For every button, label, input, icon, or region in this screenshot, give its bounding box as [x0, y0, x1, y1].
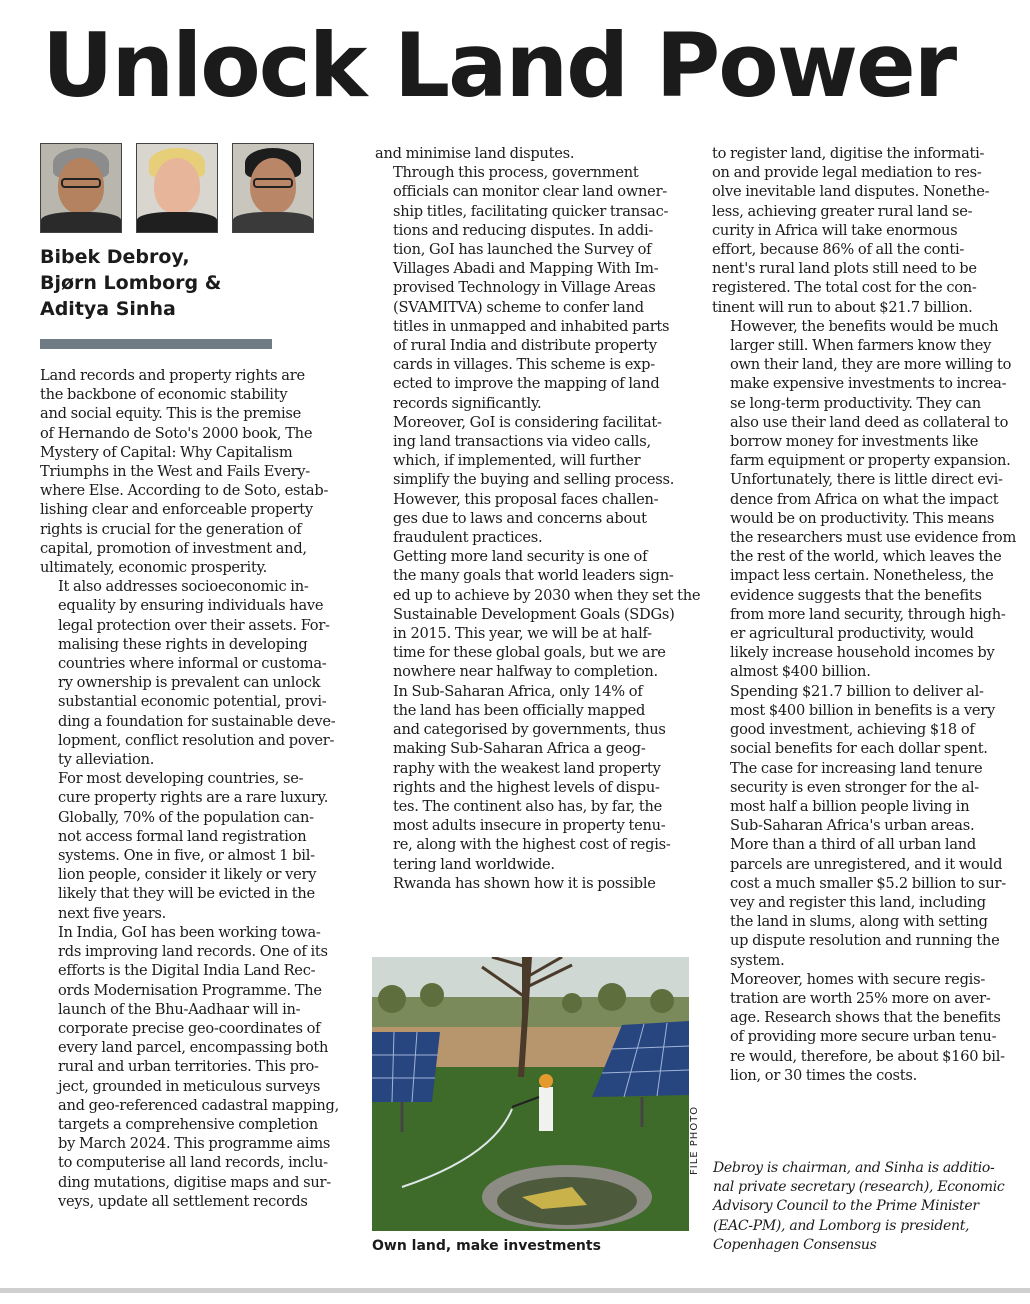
- paragraph: [375, 547, 701, 681]
- text-line: Sustainable Development Goals (SDGs): [393, 605, 675, 623]
- text-line: tion, GoI has launched the Survey of: [393, 241, 652, 259]
- text-line: nowhere near halfway to completion.: [393, 663, 658, 681]
- bio-line: Debroy is chairman, and Sinha is additio-: [713, 1160, 995, 1176]
- byline-rule: [40, 339, 272, 349]
- author-name: Aditya Sinha: [40, 298, 176, 320]
- text-line: However, this proposal faces challen-: [393, 490, 659, 508]
- text-line: rights is crucial for the generation of: [40, 520, 302, 538]
- text-line: fraudulent practices.: [393, 529, 543, 547]
- text-line: ected to improve the mapping of land: [393, 375, 660, 393]
- text-line: almost $400 billion.: [730, 663, 871, 681]
- text-line: next five years.: [58, 904, 167, 922]
- paragraph: [375, 163, 695, 413]
- text-line: targets a comprehensive completion: [58, 1115, 318, 1133]
- text-line: veys, update all settlement records: [58, 1192, 308, 1210]
- paragraph: [375, 682, 695, 874]
- text-line: tinent will run to about $21.7 billion.: [712, 298, 973, 316]
- bio-line: Copenhagen Consensus: [713, 1236, 877, 1253]
- text-line: corporate precise geo-coordinates of: [58, 1019, 321, 1037]
- text-line: by March 2024. This programme aims: [58, 1135, 331, 1153]
- paragraph: [40, 923, 370, 1211]
- author-photo-aditya-sinha: [232, 143, 314, 233]
- text-line: registered. The total cost for the con-: [712, 279, 977, 297]
- text-line: ing land transactions via video calls,: [393, 433, 651, 451]
- photo-credit: FILE PHOTO: [689, 1105, 700, 1175]
- paragraph: [712, 970, 1030, 1085]
- author-byline: [40, 244, 280, 322]
- text-line: Mystery of Capital: Why Capitalism: [40, 443, 293, 461]
- text-line: tions and reducing disputes. In addi-: [393, 221, 654, 239]
- text-line: provised Technology in Village Areas: [393, 279, 656, 297]
- text-line: security is even stronger for the al-: [730, 778, 979, 796]
- text-line: Moreover, GoI is considering facilitat-: [393, 413, 662, 431]
- text-line: cost a much smaller $5.2 billion to sur-: [730, 874, 1006, 892]
- text-line: The case for increasing land tenure: [730, 759, 983, 777]
- text-line: and social equity. This is the premise: [40, 405, 302, 423]
- text-line: likely that they will be evicted in the: [58, 885, 315, 903]
- text-line: social benefits for each dollar spent.: [730, 740, 988, 758]
- text-line: would be on productivity. This means: [730, 509, 995, 527]
- text-line: of Hernando de Soto's 2000 book, The: [40, 424, 313, 442]
- text-line: rural and urban territories. This pro-: [58, 1058, 319, 1076]
- text-line: effort, because 86% of all the conti-: [712, 241, 965, 259]
- text-line: ed up to achieve by 2030 when they set the: [393, 586, 701, 604]
- text-line: dence from Africa on what the impact: [730, 490, 999, 508]
- text-line: capital, promotion of investment and,: [40, 539, 307, 557]
- paragraph: [712, 759, 1030, 970]
- text-line: ges due to laws and concerns about: [393, 509, 647, 527]
- bio-line: (EAC-PM), and Lomborg is president,: [713, 1217, 970, 1234]
- article-column-2: [375, 144, 701, 893]
- text-line: titles in unmapped and inhabited parts: [393, 317, 670, 335]
- text-line: vey and register this land, including: [730, 893, 986, 911]
- text-line: the land has been officially mapped: [393, 701, 646, 719]
- text-line: up dispute resolution and running the: [730, 932, 1000, 950]
- bio-line: Advisory Council to the Prime Minister: [713, 1198, 979, 1215]
- text-line: from more land security, through high-: [730, 605, 1006, 623]
- text-line: in 2015. This year, we will be at half-: [393, 625, 652, 643]
- paragraph: [40, 769, 370, 923]
- text-line: most half a billion people living in: [730, 797, 970, 815]
- text-line: and geo-referenced cadastral mapping,: [58, 1096, 340, 1114]
- text-line: efforts is the Digital India Land Rec-: [58, 962, 316, 980]
- text-line: lishing clear and enforceable property: [40, 501, 313, 519]
- author-name: Bjørn Lomborg &: [40, 272, 222, 294]
- text-line: of rural India and distribute property: [393, 337, 657, 355]
- text-line: to register land, digitise the informati-: [712, 145, 985, 162]
- article-column-1: [40, 366, 370, 1211]
- text-line: Through this process, government: [393, 164, 639, 182]
- text-line: lion, or 30 times the costs.: [730, 1066, 918, 1084]
- text-line: the backbone of economic stability: [40, 386, 288, 404]
- text-line: most adults insecure in property tenu-: [393, 817, 666, 835]
- text-line: parcels are unregistered, and it would: [730, 855, 1003, 873]
- paragraph: [712, 317, 1030, 471]
- text-line: where Else. According to de Soto, estab-: [40, 482, 329, 500]
- text-line: of providing more secure urban tenu-: [730, 1028, 997, 1046]
- text-line: re, along with the highest cost of regis-: [393, 836, 671, 854]
- text-line: er agricultural productivity, would: [730, 625, 974, 643]
- text-line: More than a third of all urban land: [730, 836, 977, 854]
- text-line: larger still. When farmers know they: [730, 337, 992, 355]
- paragraph: [375, 874, 695, 893]
- text-line: tration are worth 25% more on aver-: [730, 989, 991, 1007]
- text-line: officials can monitor clear land owner-: [393, 183, 667, 201]
- text-line: In India, GoI has been working towa-: [58, 923, 321, 941]
- text-line: nent's rural land plots still need to be: [712, 260, 977, 278]
- text-line: Globally, 70% of the population can-: [58, 808, 314, 826]
- text-line: likely increase household incomes by: [730, 644, 995, 662]
- text-line: re would, therefore, be about $160 bil-: [730, 1047, 1005, 1065]
- text-line: launch of the Bhu-Aadhaar will in-: [58, 1000, 301, 1018]
- author-bio: [713, 1159, 1030, 1255]
- bio-line: nal private secretary (research), Economic: [713, 1179, 1005, 1196]
- author-photo-bjorn-lomborg: [136, 143, 218, 233]
- text-line: Triumphs in the West and Fails Every-: [40, 463, 310, 481]
- text-line: own their land, they are more willing to: [730, 356, 1012, 374]
- text-line: and minimise land disputes.: [375, 145, 575, 162]
- text-line: the many goals that world leaders sign-: [393, 567, 674, 585]
- author-name: Bibek Debroy,: [40, 246, 190, 268]
- text-line: malising these rights in developing: [58, 635, 308, 653]
- text-line: good investment, achieving $18 of: [730, 721, 975, 739]
- text-line: ding mutations, digitise maps and sur-: [58, 1173, 331, 1191]
- text-line: tering land worldwide.: [393, 855, 555, 873]
- text-line: countries where informal or customa-: [58, 655, 327, 673]
- text-line: also use their land deed as collateral to: [730, 413, 1009, 431]
- text-line: cure property rights are a rare luxury.: [58, 789, 329, 807]
- text-line: time for these global goals, but we are: [393, 644, 666, 662]
- text-line: ship titles, facilitating quicker transac-: [393, 202, 669, 220]
- text-line: Moreover, homes with secure regis-: [730, 970, 986, 988]
- text-line: ultimately, economic prosperity.: [40, 559, 268, 577]
- photo-caption: Own land, make investments: [372, 1238, 601, 1254]
- text-line: impact less certain. Nonetheless, the: [730, 567, 994, 585]
- text-line: less, achieving greater rural land se-: [712, 202, 973, 220]
- text-line: system.: [730, 951, 785, 969]
- paragraph: [712, 144, 1030, 317]
- article-column-3: [712, 144, 1030, 1085]
- text-line: evidence suggests that the benefits: [730, 586, 982, 604]
- text-line: It also addresses socioeconomic in-: [58, 578, 309, 596]
- text-line: borrow money for investments like: [730, 433, 979, 451]
- text-line: Rwanda has shown how it is possible: [393, 874, 656, 892]
- text-line: For most developing countries, se-: [58, 770, 304, 788]
- text-line: the researchers must use evidence from: [730, 529, 1017, 547]
- text-line: olve inevitable land disputes. Nonethe-: [712, 183, 990, 201]
- text-line: every land parcel, encompassing both: [58, 1039, 329, 1057]
- text-line: to computerise all land records, inclu-: [58, 1154, 328, 1172]
- text-line: (SVAMITVA) scheme to confer land: [393, 298, 644, 316]
- text-line: However, the benefits would be much: [730, 317, 999, 335]
- text-line: Spending $21.7 billion to deliver al-: [730, 682, 984, 700]
- text-line: lopment, conflict resolution and pover-: [58, 731, 335, 749]
- author-photo-bibek-debroy: [40, 143, 122, 233]
- text-line: legal protection over their assets. For-: [58, 616, 330, 634]
- text-line: making Sub-Saharan Africa a geog-: [393, 740, 646, 758]
- headline: Unlock Land Power: [42, 14, 956, 117]
- text-line: age. Research shows that the benefits: [730, 1009, 1001, 1027]
- text-line: farm equipment or property expansion.: [730, 452, 1011, 470]
- text-line: not access formal land registration: [58, 827, 307, 845]
- text-line: which, if implemented, will further: [393, 452, 641, 470]
- paragraph: [40, 366, 370, 577]
- article-photo: [372, 957, 689, 1231]
- text-line: lion people, consider it likely or very: [58, 866, 317, 884]
- text-line: the land in slums, along with setting: [730, 913, 988, 931]
- text-line: tes. The continent also has, by far, the: [393, 797, 663, 815]
- text-line: ords Modernisation Programme. The: [58, 981, 322, 999]
- text-line: curity in Africa will take enormous: [712, 221, 958, 239]
- text-line: rights and the highest levels of dispu-: [393, 778, 660, 796]
- paragraph: [712, 682, 1030, 759]
- text-line: most $400 billion in benefits is a very: [730, 701, 996, 719]
- text-line: the rest of the world, which leaves the: [730, 548, 1002, 566]
- paragraph: [375, 413, 695, 547]
- paragraph: [712, 470, 1030, 681]
- text-line: simplify the buying and selling process.: [393, 471, 675, 489]
- text-line: ry ownership is prevalent can unlock: [58, 674, 321, 692]
- text-line: ject, grounded in meticulous surveys: [58, 1077, 321, 1095]
- text-line: cards in villages. This scheme is exp-: [393, 356, 655, 374]
- text-line: ding a foundation for sustainable deve-: [58, 712, 336, 730]
- text-line: Getting more land security is one of: [393, 548, 648, 566]
- text-line: raphy with the weakest land property: [393, 759, 661, 777]
- text-line: ty alleviation.: [58, 751, 155, 769]
- text-line: substantial economic potential, provi-: [58, 693, 327, 711]
- paragraph: [40, 577, 370, 769]
- text-line: Villages Abadi and Mapping With Im-: [393, 260, 659, 278]
- text-line: equality by ensuring individuals have: [58, 597, 324, 615]
- text-line: Land records and property rights are: [40, 367, 305, 384]
- text-line: rds improving land records. One of its: [58, 943, 328, 961]
- text-line: Sub-Saharan Africa's urban areas.: [730, 817, 975, 835]
- page-bottom-rule: [0, 1288, 1030, 1293]
- paragraph: [375, 144, 695, 163]
- text-line: and categorised by governments, thus: [393, 721, 666, 739]
- author-photos: [40, 143, 314, 233]
- text-line: se long-term productivity. They can: [730, 394, 981, 412]
- text-line: records significantly.: [393, 394, 542, 412]
- text-line: systems. One in five, or almost 1 bil-: [58, 847, 315, 865]
- text-line: Unfortunately, there is little direct evi-: [730, 471, 1003, 489]
- text-line: In Sub-Saharan Africa, only 14% of: [393, 682, 643, 700]
- text-line: on and provide legal mediation to res-: [712, 164, 982, 182]
- text-line: make expensive investments to increa-: [730, 375, 1007, 393]
